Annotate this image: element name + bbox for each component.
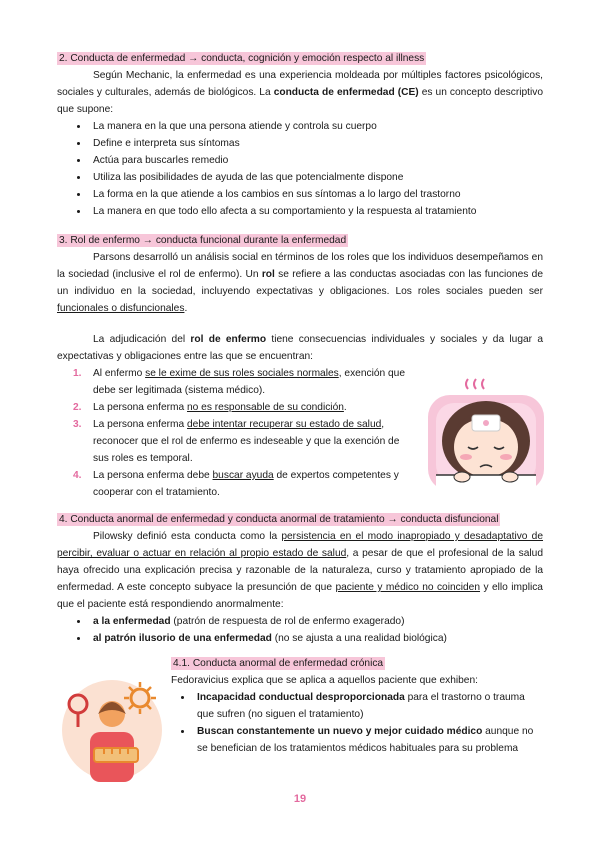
list-item: • Buscan constantemente un nuevo y mejor cuidado médico aunque no se benefician de los tratamientos médicos habituales para su problema (193, 723, 543, 757)
patient-illustration (60, 676, 164, 782)
list-item: • Actúa para buscarles remedio (89, 152, 543, 169)
list-item: • La manera en que todo ello afecta a su comportamiento y la respuesta al tratamiento (89, 203, 543, 220)
list-item: 4. La persona enferma debe buscar ayuda de expertos competentes y cooperar con el tratamiento. (73, 470, 399, 498)
section-3-paragraph-1: Parsons desarrolló un análisis social en términos de los roles que los individuos desempeñamos en la sociedad (inclusive el rol de enfermo). Un rol se refiere a las conductas asociadas con las funciones de un individuo en la sociedad, incluyendo expectativas y obligaciones. Los roles sociales pueden ser funcionales o disfuncionales. (57, 252, 543, 314)
list-item: • Define e interpreta sus síntomas (89, 135, 543, 152)
list-item: • al patrón ilusorio de una enfermedad (no se ajusta a una realidad biológica) (89, 630, 543, 647)
subsection-4-1-intro: Fedoravicius explica que se aplica a aquellos paciente que exhiben: (171, 675, 478, 686)
subsection-4-1 (171, 655, 543, 757)
sick-girl-illustration (422, 375, 550, 497)
section-4-paragraph: Pilowsky definió esta conducta como la persistencia en el modo inapropiado y desadaptativo de percibir, evaluar o actuar en relación al propio estado de salud, a pesar de que el profesional de la salud haya ofrecido una explicación precisa y razonable de la naturaleza, curso y tratamiento apropiado de la enfermedad. A este concepto subyace la presunción de que paciente y médico no coinciden y ello implica que el paciente está respondiendo anormalmente: (57, 531, 544, 610)
section-2-list (57, 118, 543, 220)
list-item: • a la enfermedad (patrón de respuesta de rol de enfermo exagerado) (89, 613, 543, 630)
section-4-heading: 4. Conducta anormal de enfermedad y conducta anormal de tratamiento → conducta disfuncional (59, 514, 499, 525)
list-item: 2. La persona enferma no es responsable de su condición. (73, 402, 347, 413)
list-item: • La forma en la que atiende a los cambios en sus síntomas a lo largo del trastorno (89, 186, 543, 203)
list-item: • Incapacidad conductual desproporcionada para el trastorno o trauma que sufren (no siguen el tratamiento) (193, 689, 543, 723)
page-number: 19 (293, 793, 307, 805)
list-item: • La manera en la que una persona atiende y controla su cuerpo (89, 118, 543, 135)
section-3-paragraph-2: La adjudicación del rol de enfermo tiene consecuencias individuales y sociales y da lugar a expectativas y obligaciones entre las que se encuentran: (57, 334, 543, 362)
list-item: 3. La persona enferma debe intentar recuperar su estado de salud, reconocer que el rol de enfermo es indeseable y que la exención de sus roles es temporal. (73, 419, 400, 464)
section-3-heading: 3. Rol de enfermo → conducta funcional durante la enfermedad (59, 235, 347, 246)
subsection-4-1-heading: 4.1. Conducta anormal de enfermedad crónica (173, 658, 384, 669)
list-item: 1. Al enfermo se le exime de sus roles sociales normales, exención que debe ser legitimada (sistema médico). (73, 368, 406, 396)
sick-role-list (57, 365, 417, 501)
list-item: • Utiliza las posibilidades de ayuda de las que potencialmente dispone (89, 169, 543, 186)
section-2-paragraph: Según Mechanic, la enfermedad es una experiencia moldeada por múltiples factores psicológicos, sociales y culturales, además de biológicos. La conducta de enfermedad (CE) es un concepto descriptivo que supone: (57, 70, 543, 115)
section-2-heading: 2. Conducta de enfermedad → conducta, cognición y emoción respecto al illness (59, 53, 425, 64)
section-4-list (57, 613, 543, 647)
subsection-4-1-list (171, 689, 543, 757)
